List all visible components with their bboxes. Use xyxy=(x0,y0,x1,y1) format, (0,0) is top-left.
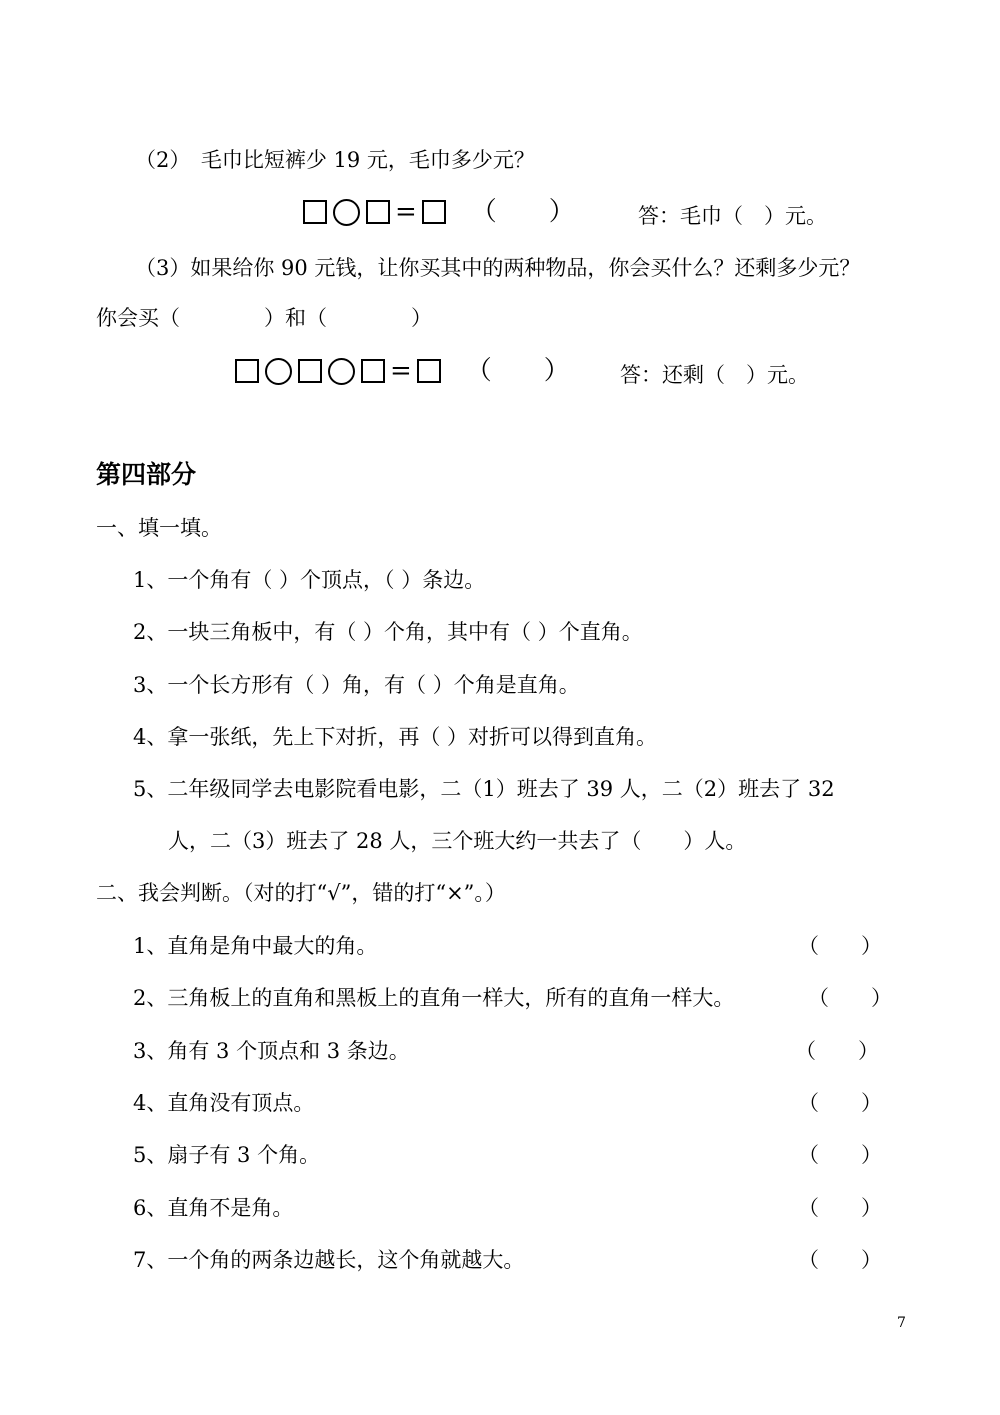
blank-box-icon[interactable] xyxy=(417,359,441,383)
judge-item-3: 3、角有 3 个顶点和 3 条边。 xyxy=(133,1039,410,1063)
judge-item-5: 5、扇子有 3 个角。 xyxy=(133,1143,321,1167)
answer-q2: 答：毛巾（ ）元。 xyxy=(638,204,827,228)
equation-q3 xyxy=(232,355,570,387)
judge-paren-3[interactable]: （ ） xyxy=(795,1039,879,1063)
fill-item-4: 4、拿一张纸，先上下对折，再（ ）对折可以得到直角。 xyxy=(133,725,658,749)
judge-item-6: 6、直角不是角。 xyxy=(133,1196,294,1220)
fill-item-5: 5、二年级同学去电影院看电影，二（1）班去了 39 人，二（2）班去了 32 xyxy=(133,777,835,801)
fill-item-3: 3、一个长方形有（ ）角，有（ ）个角是直角。 xyxy=(133,673,580,697)
judge-paren-4[interactable]: （ ） xyxy=(798,1091,882,1115)
question-3-text: （3）如果给你 90 元钱，让你买其中的两种物品，你会买什么？还剩多少元？ xyxy=(135,256,861,280)
judge-paren-1[interactable]: （ ） xyxy=(798,934,882,958)
fill-item-2: 2、一块三角板中，有（ ）个角，其中有（ ）个直角。 xyxy=(133,620,643,644)
judge-item-4: 4、直角没有顶点。 xyxy=(133,1091,315,1115)
blank-box-icon[interactable] xyxy=(303,200,327,224)
operator-circle-icon[interactable] xyxy=(333,199,360,226)
equals-sign: = xyxy=(390,356,412,386)
buy-line: 你会买（ ）和（ ） xyxy=(96,306,432,330)
part4-title: 第四部分 xyxy=(96,460,197,489)
judge-paren-2[interactable]: （ ） xyxy=(808,986,892,1010)
blank-box-icon[interactable] xyxy=(422,200,446,224)
equals-sign: = xyxy=(395,197,417,227)
answer-q3: 答：还剩（ ）元。 xyxy=(620,363,809,387)
section2-heading: 二、我会判断。（对的打“√”，错的打“×”。） xyxy=(96,881,506,905)
operator-circle-icon[interactable] xyxy=(265,358,292,385)
question-2-text: （2） 毛巾比短裤少 19 元，毛巾多少元？ xyxy=(135,148,535,172)
operator-circle-icon[interactable] xyxy=(328,358,355,385)
fill-item-1: 1、一个角有（ ）个顶点，（ ）条边。 xyxy=(133,568,486,592)
fill-item-5-cont: 人，二（3）班去了 28 人，三个班大约一共去了（ ）人。 xyxy=(168,829,747,853)
blank-box-icon[interactable] xyxy=(235,359,259,383)
equation-q2 xyxy=(300,196,575,228)
page-number: 7 xyxy=(897,1315,906,1331)
section1-heading: 一、填一填。 xyxy=(96,516,222,540)
blank-box-icon[interactable] xyxy=(298,359,322,383)
judge-paren-7[interactable]: （ ） xyxy=(798,1248,882,1272)
judge-item-7: 7、一个角的两条边越长，这个角就越大。 xyxy=(133,1248,525,1272)
judge-paren-6[interactable]: （ ） xyxy=(798,1196,882,1220)
blank-box-icon[interactable] xyxy=(361,359,385,383)
unit-paren[interactable]: （ ） xyxy=(470,197,575,227)
judge-item-1: 1、直角是角中最大的角。 xyxy=(133,934,378,958)
blank-box-icon[interactable] xyxy=(366,200,390,224)
judge-item-2: 2、三角板上的直角和黑板上的直角一样大，所有的直角一样大。 xyxy=(133,986,735,1010)
judge-paren-5[interactable]: （ ） xyxy=(798,1143,882,1167)
unit-paren[interactable]: （ ） xyxy=(465,356,570,386)
